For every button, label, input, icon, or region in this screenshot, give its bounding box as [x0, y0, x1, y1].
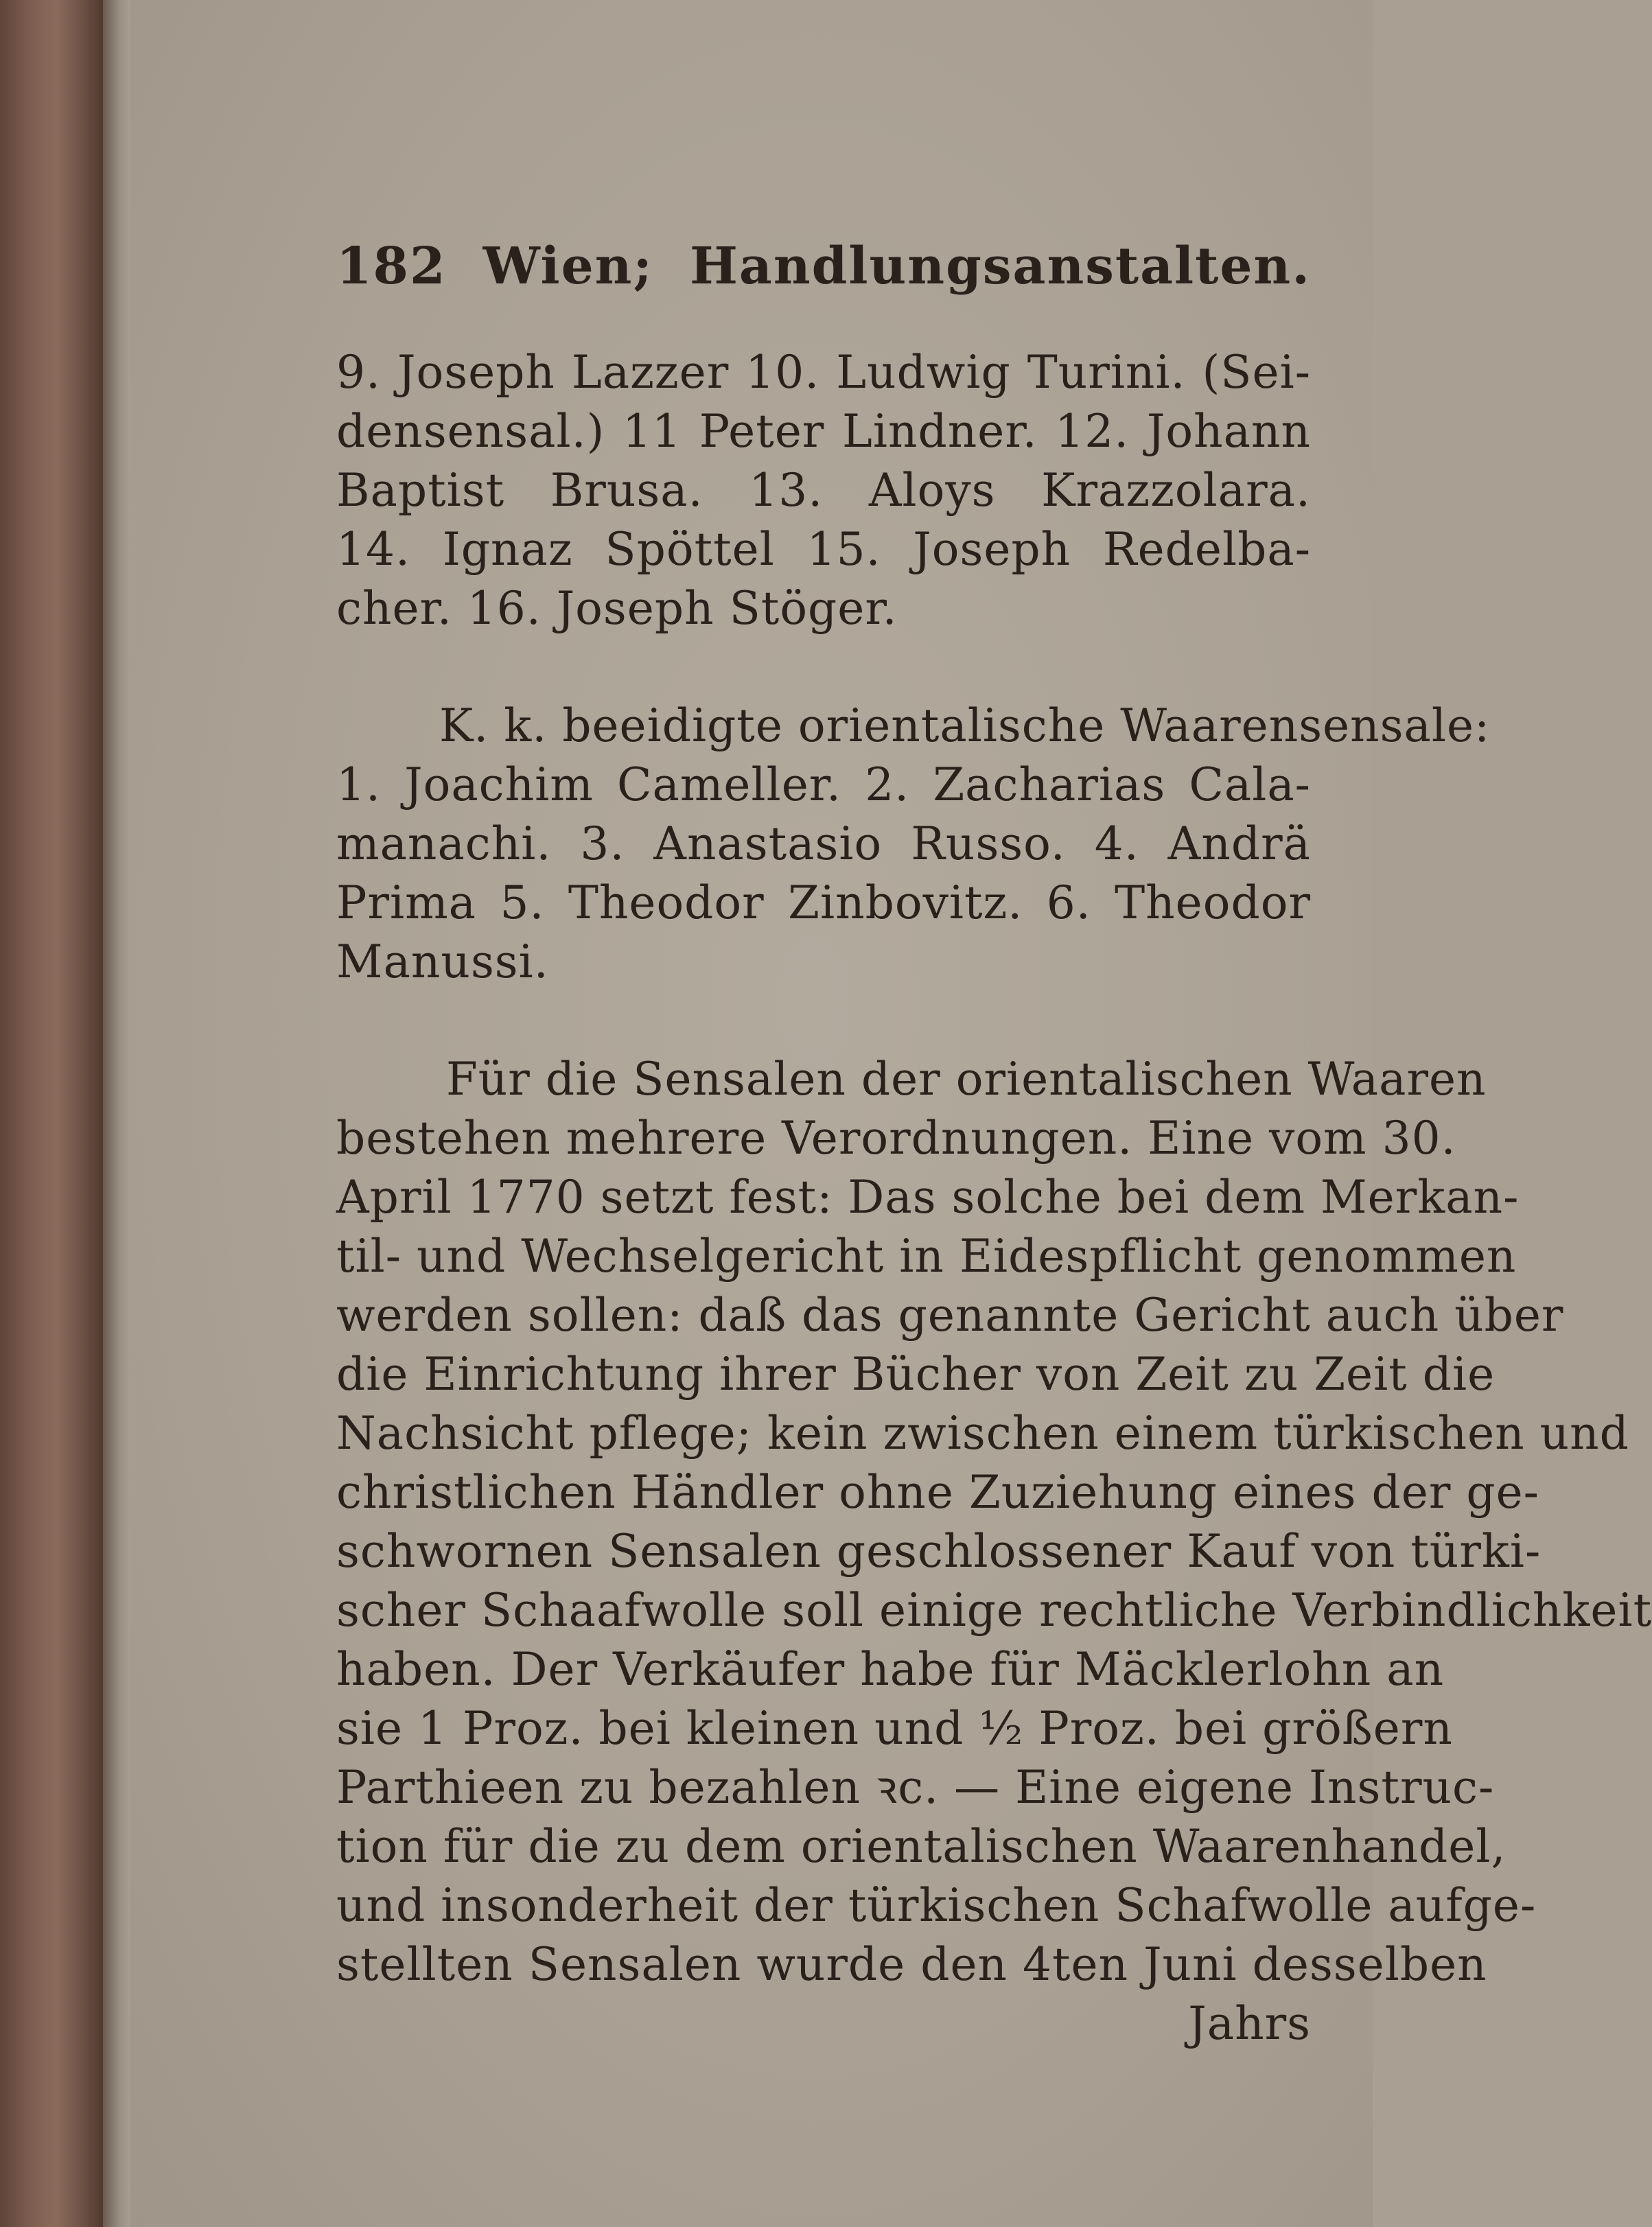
text-line: werden sollen: daß das genannte Gericht auch über	[336, 1289, 1564, 1342]
page-edge	[103, 0, 130, 2227]
text-line: 1. Joachim Cameller. 2. Zacharias Cala-	[336, 758, 1311, 811]
text-line: haben. Der Verkäufer habe für Mäcklerlohn an	[336, 1643, 1445, 1696]
text-line: stellten Sensalen wurde den 4ten Juni desselben	[336, 1938, 1487, 1991]
text-line: 14. Ignaz Spöttel 15. Joseph Redelba-	[336, 523, 1311, 576]
catchword: Jahrs	[1188, 1997, 1311, 2050]
text-line: Nachsicht pflege; kein zwischen einem türkischen und	[336, 1407, 1629, 1460]
text-line: Baptist Brusa. 13. Aloys Krazzolara.	[336, 464, 1311, 517]
text-line: tion für die zu dem orientalischen Waarenhandel,	[336, 1820, 1506, 1873]
text-line: scher Schaafwolle soll einige rechtliche Verbindlichkeit	[336, 1584, 1652, 1637]
text-line: schwornen Sensalen geschlossener Kauf von türki-	[336, 1525, 1542, 1578]
text-line: die Einrichtung ihrer Bücher von Zeit zu Zeit die	[336, 1348, 1496, 1401]
text-line: til- und Wechselgericht in Eidespflicht genommen	[336, 1230, 1517, 1283]
text-line: sie 1 Proz. bei kleinen und ½ Proz. bei größern	[336, 1702, 1453, 1755]
text-line: bestehen mehrere Verordnungen. Eine vom 30.	[336, 1112, 1456, 1165]
text-line: 9. Joseph Lazzer 10. Ludwig Turini. (Sei-	[336, 346, 1311, 399]
text-line: Für die Sensalen der orientalischen Waaren	[446, 1053, 1487, 1106]
text-line: densensal.) 11 Peter Lindner. 12. Johann	[336, 405, 1311, 458]
book-spine	[0, 0, 103, 2227]
text-line: christlichen Händler ohne Zuziehung eines der ge-	[336, 1466, 1539, 1519]
text-line: Manussi.	[336, 935, 549, 988]
text-line: cher. 16. Joseph Stöger.	[336, 582, 898, 635]
text-line: April 1770 setzt fest: Das solche bei dem Merkan-	[336, 1171, 1520, 1224]
text-line: Parthieen zu bezahlen ꝛc. — Eine eigene Instruc-	[336, 1761, 1495, 1814]
page-header: 182 Wien; Handlungsanstalten.	[336, 237, 1311, 296]
text-line: K. k. beeidigte orientalische Waarensensale:	[439, 699, 1491, 752]
text-line: und insonderheit der türkischen Schafwolle aufge-	[336, 1879, 1537, 1932]
text-line: manachi. 3. Anastasio Russo. 4. Andrä	[336, 817, 1311, 870]
text-line: Prima 5. Theodor Zinbovitz. 6. Theodor	[336, 876, 1311, 929]
